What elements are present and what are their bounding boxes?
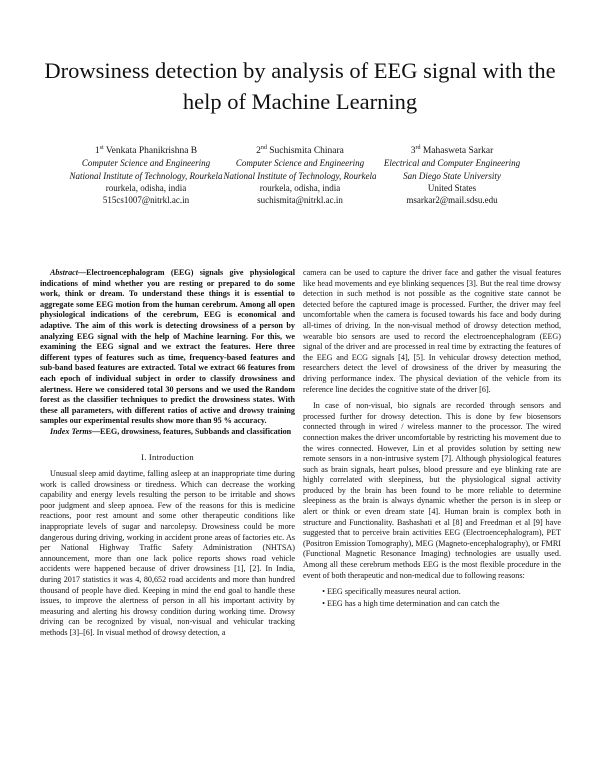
author-address: rourkela, odisha, india bbox=[259, 183, 341, 194]
author-department: Computer Science and Engineering bbox=[235, 158, 365, 169]
list-item: • EEG specifically measures neural action. bbox=[327, 587, 561, 598]
author-email: msarkar2@mail.sdsu.edu bbox=[406, 195, 498, 206]
intro-paragraph-1-continued: camera can be used to capture the driver face and gather the visual features like head movements and eye blinking sequences [3]. But the real time drowsy detection in such method is not possible as the cognitive state cannot be detected before the captured image is processed. Further, the driver may feel uncomfortable when the camera is focused towards his face and body during all-times of driving. In the non-visual method of drowsy detection method, wearable bio sensors are used to record the electroencephalogram (EEG) signal of the driver and are processed in real time by extracting the features of the EEG and ECG signals [4], [5]. In vehicular drowsy detection method, researchers detect the level of drowsiness of the driver by measuring the driving performance index. The physical deviation of the vehicle from its reference line decides the cognitive state of the driver [6]. bbox=[303, 268, 561, 394]
author-ordinal: 3 bbox=[410, 146, 416, 157]
author-name bbox=[346, 142, 558, 157]
author-ordinal-suffix: rd bbox=[415, 145, 421, 151]
index-terms bbox=[40, 427, 295, 438]
index-terms-lead: Index Terms bbox=[50, 426, 92, 436]
right-column bbox=[303, 268, 561, 610]
author-address: rourkela, odisha, india bbox=[105, 183, 187, 194]
author-institution: National Institute of Technology, Rourkela bbox=[69, 170, 223, 181]
abstract-text: —Electroencephalogram (EEG) signals give physiological indications of mind whether you are resting or prepared to do some work, think or dream. To understand these things it is essential to aggregate some EEG motion from the human cerebrum. Among all open physiological indications of the cerebrum, EEG is economical and adaptive. The aim of this work is detecting drowsiness of a person by analyzing EEG signal with the help of Machine learning. For this, we examining the EEG signal and we extract the features. Here three different types of features such as time, frequency-based features and sub-band based features are extracted. Total we extract 66 features from each epoch of individual subject in order to classify drowsiness and alertness. Here we considered total 30 persons and we used the Random forest as the classifier techniques to predict the drowsiness states. With these all parameters, with different ratios of active and drowsy training samples our experimental results show more than 95 % accuracy. bbox=[40, 268, 295, 426]
left-column bbox=[40, 268, 295, 639]
author-name-text: Venkata Phanikrishna B bbox=[105, 146, 198, 157]
index-terms-text: —EEG, drowsiness, features, Subbands and classification bbox=[91, 426, 292, 436]
list-item: • EEG has a high time determination and can catch the bbox=[327, 599, 561, 610]
abstract-lead: Abstract bbox=[50, 268, 78, 277]
abstract bbox=[40, 268, 295, 427]
intro-paragraph-2: In case of non-visual, bio signals are recorded through sensors and processed further for drowsy detection. This is done by few biosensors connected through in wired / wireless manner to the processor. The wired connection makes the driver uncomfortable by restricting his movement due to the wires connected. However, Lin et al provides solution by setting new remote sensors in a non-intrusive system [7]. Although physiological features such as brain signals, heart pulses, blood pressure and eye blinking rate are highly correlated with sleepiness, but the physiological signal activity produced by the brain has been found to be more reliable to determine sleepiness as the brain is always dynamic whether the person is in sleep or alert or think or even dream state [4]. Human brain is complex both in structure and Functionality. Bashashati et al [8] and Freedman et al [9] have suggested that to perceive brain activities EEG (Electroencephalogram), PET (Positron Emission Tomography), MEG (Magneto-encephalography), or FMRI (Functional Magnetic Resonance Imaging) technologies are usually used. Among all these cerebrum methods EEG is the most flexible procedure in the event of both therapeutic and non-medical due to following reasons: bbox=[303, 401, 561, 580]
author-3 bbox=[346, 142, 558, 207]
author-name-text: Mahasweta Sarkar bbox=[422, 146, 494, 157]
author-institution: San Diego State University bbox=[403, 170, 501, 181]
author-email: suchismita@nitrkl.ac.in bbox=[257, 195, 343, 206]
intro-paragraph-1: Unusual sleep amid daytime, falling asleep at an inappropriate time during work is called drowsiness or tiredness. Which can decrease the working capability and energy levels resulting the person to be irritable and shows poor judgment and sleep apnoea. Few of the reasons for this is medicine reactions, poor rest amount and some other therapeutic conditions like inappropriate levels of sugar and narcolepsy. Drowsiness could be more dangerous during driving, working in accident prone areas of factories etc. As per National Highway Traffic Safety Administration (NHTSA) announcement, more than one lack police reports shows road vehicle accidents were happened because of driver drowsiness [1], [2]. In India, during 2017 statistics it was 4, 80,652 road accidents and more than hundred thousand of people have died. Keeping in mind the end goal to handle these issues, to improve the alertness of person in all his important activity by measuring and alerting his drowsy condition during working time. Drowsy driving can be recognized by visual, non-visual and vehicular tracking methods [3]–[6]. In visual method of drowsy detection, a bbox=[40, 469, 295, 637]
section-heading-introduction: I. Introduction bbox=[141, 451, 194, 462]
author-department: Electrical and Computer Engineering bbox=[383, 158, 521, 169]
author-email: 515cs1007@nitrkl.ac.in bbox=[102, 195, 190, 206]
author-ordinal-suffix: st bbox=[99, 145, 104, 151]
author-department: Computer Science and Engineering bbox=[81, 158, 211, 169]
author-institution: National Institute of Technology, Rourkela bbox=[223, 170, 377, 181]
author-ordinal: 2 bbox=[256, 146, 261, 157]
author-address: United States bbox=[427, 183, 477, 194]
author-name-text: Suchismita Chinara bbox=[269, 146, 344, 157]
bullet-list bbox=[303, 587, 561, 609]
author-ordinal-suffix: nd bbox=[260, 145, 267, 151]
author-ordinal: 1 bbox=[94, 146, 100, 157]
paper-title: Drowsiness detection by analysis of EEG signal with the help of Machine Learning bbox=[44, 58, 556, 115]
